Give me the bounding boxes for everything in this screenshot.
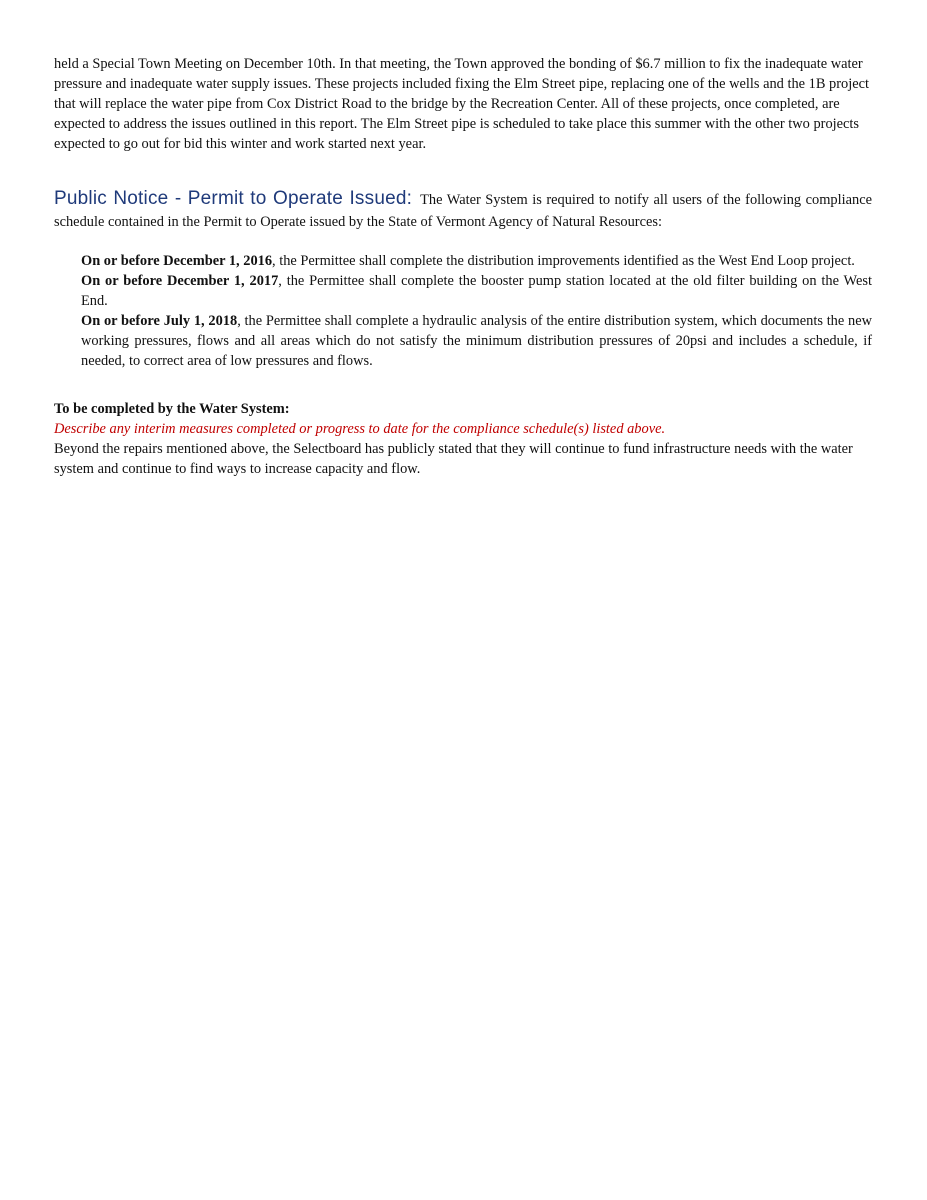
completion-title: To be completed by the Water System: (54, 401, 290, 417)
document-page (54, 54, 872, 479)
schedule-item (81, 311, 872, 371)
public-notice-heading: Public Notice - Permit to Operate Issued: (54, 188, 413, 209)
schedule-item-date: On or before July 1, 2018 (81, 313, 238, 329)
schedule-item-date: On or before December 1, 2017 (81, 273, 279, 289)
schedule-item-date: On or before December 1, 2016 (81, 253, 273, 269)
schedule-item (81, 251, 872, 271)
schedule-item (81, 271, 872, 311)
completion-instruction: Describe any interim measures completed or progress to date for the compliance schedule(s) listed above. (54, 421, 666, 437)
completion-response: Beyond the repairs mentioned above, the Selectboard has publicly stated that they will continue to fund infrastructure needs with the water system and continue to find ways to increase capacity and flow. (54, 441, 853, 477)
public-notice-paragraph (54, 188, 872, 233)
schedule-item-text: , the Permittee shall complete a hydraulic analysis of the entire distribution system, which documents the new working pressures, flows and all areas which do not satisfy the minimum distribution pressures of 20psi and includes a schedule, if needed, to correct area of low pressures and flows. (81, 313, 873, 369)
schedule-item-text: , the Permittee shall complete the distribution improvements identified as the West End Loop project. (272, 253, 855, 269)
intro-paragraph: held a Special Town Meeting on December 10th. In that meeting, the Town approved the bonding of $6.7 million to fix the inadequate water pressure and inadequate water supply issues. These projects included fixing the Elm Street pipe, replacing one of the wells and the 1B project that will replace the water pipe from Cox District Road to the bridge by the Recreation Center. All of these projects, once completed, are expected to address the issues outlined in this report. The Elm Street pipe is scheduled to take place this summer with the other two projects expected to go out for bid this winter and work started next year. (54, 56, 869, 152)
public-notice-text: The Water System is required to notify all users of the following compliance schedule contained in the Permit to Operate issued by the State of Vermont Agency of Natural Resources: (54, 192, 872, 230)
compliance-schedule (81, 251, 872, 371)
completion-section (54, 399, 872, 479)
schedule-item-text: , the Permittee shall complete the booster pump station located at the old filter building on the West End. (81, 273, 872, 309)
